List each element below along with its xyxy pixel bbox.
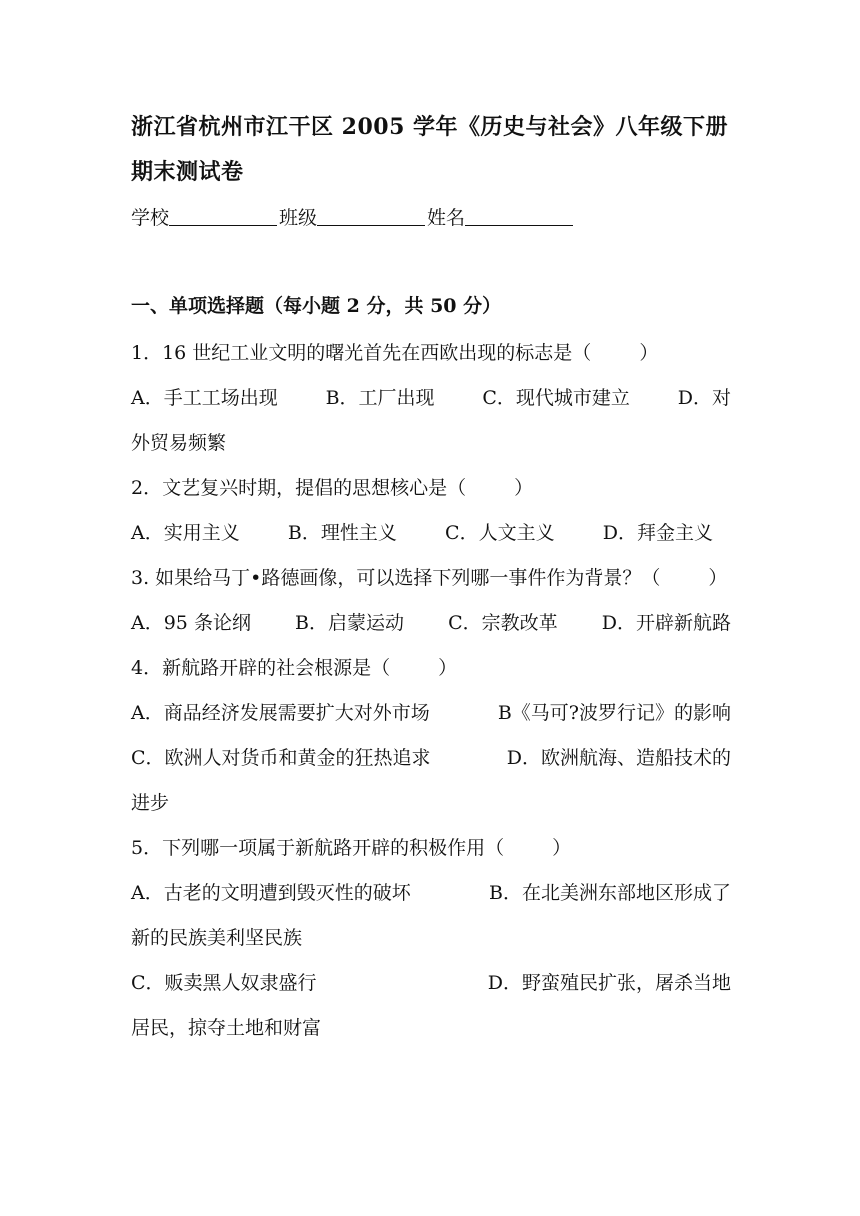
question-1-options [131,383,731,413]
question-2-text: 2．文艺复兴时期，提倡的思想核心是（ [131,477,467,499]
question-4-stem [131,653,731,683]
question-5-options-row1 [131,878,731,908]
question-5-continuation-2: 居民，掠夺土地和财富 [131,1017,322,1039]
question-3-options [131,608,731,638]
option-d: D．欧洲航海、造船技术的 [506,747,731,769]
section-heading: 一、单项选择题（每小题 2 分，共 50 分） [131,295,502,317]
option-c: C．现代城市建立 [482,387,630,409]
option-c: C．欧洲人对货币和黄金的狂热追求 [131,747,431,769]
option-b: B《马可?波罗行记》的影响 [497,702,731,724]
question-5-stem [131,833,731,863]
option-d: D．对 [677,387,731,409]
school-label: 学校 [131,207,170,229]
option-b: B．在北美洲东部地区形成了 [489,882,731,904]
question-2-options [131,518,713,548]
option-a: A．古老的文明遭到毁灭性的破坏 [131,882,411,904]
question-4-options-row2 [131,743,731,773]
question-2-stem [131,473,731,503]
question-5-continuation-1: 新的民族美利坚民族 [131,927,303,949]
question-1-paren: ） [639,342,659,364]
option-d: D．开辟新航路 [601,612,731,634]
question-1-continuation: 外贸易频繁 [131,432,227,454]
question-1-text: 1．16 世纪工业文明的曙光首先在西欧出现的标志是（ [131,342,592,364]
option-b: B．工厂出现 [325,387,435,409]
question-1-stem [131,338,731,368]
option-a: A．实用主义 [131,522,240,544]
question-2-paren: ） [514,477,534,499]
question-5-options-row2 [131,968,731,998]
question-3-stem [131,563,731,593]
option-a: A．95 条论纲 [131,612,251,634]
student-info-line [131,203,731,233]
question-3-paren: ） [708,567,728,589]
option-d: D．野蛮殖民扩张，屠杀当地 [487,972,731,994]
option-c: C．宗教改革 [448,612,558,634]
document-title-line2: 期末测试卷 [131,159,244,185]
document-title-line1: 浙江省杭州市江干区 2005 学年《历史与社会》八年级下册 [131,114,729,140]
question-3-text: 3. 如果给马丁•路德画像，可以选择下列哪一事件作为背景？（ [131,567,661,589]
question-4-paren: ） [438,657,458,679]
question-4-continuation: 进步 [131,792,170,814]
school-blank [169,205,277,226]
question-5-paren: ） [552,837,572,859]
class-blank [317,205,425,226]
question-4-text: 4．新航路开辟的社会根源是（ [131,657,391,679]
option-d: D．拜金主义 [602,522,713,544]
option-b: B．启蒙运动 [295,612,405,634]
name-label: 姓名 [427,207,466,229]
option-a: A．商品经济发展需要扩大对外市场 [131,702,430,724]
option-c: C．贩卖黑人奴隶盛行 [131,972,317,994]
option-c: C．人文主义 [445,522,555,544]
class-label: 班级 [279,207,318,229]
name-blank [465,205,573,226]
question-4-options-row1 [131,698,731,728]
option-b: B．理性主义 [287,522,397,544]
option-a: A．手工工场出现 [131,387,278,409]
question-5-text: 5．下列哪一项属于新航路开辟的积极作用（ [131,837,505,859]
